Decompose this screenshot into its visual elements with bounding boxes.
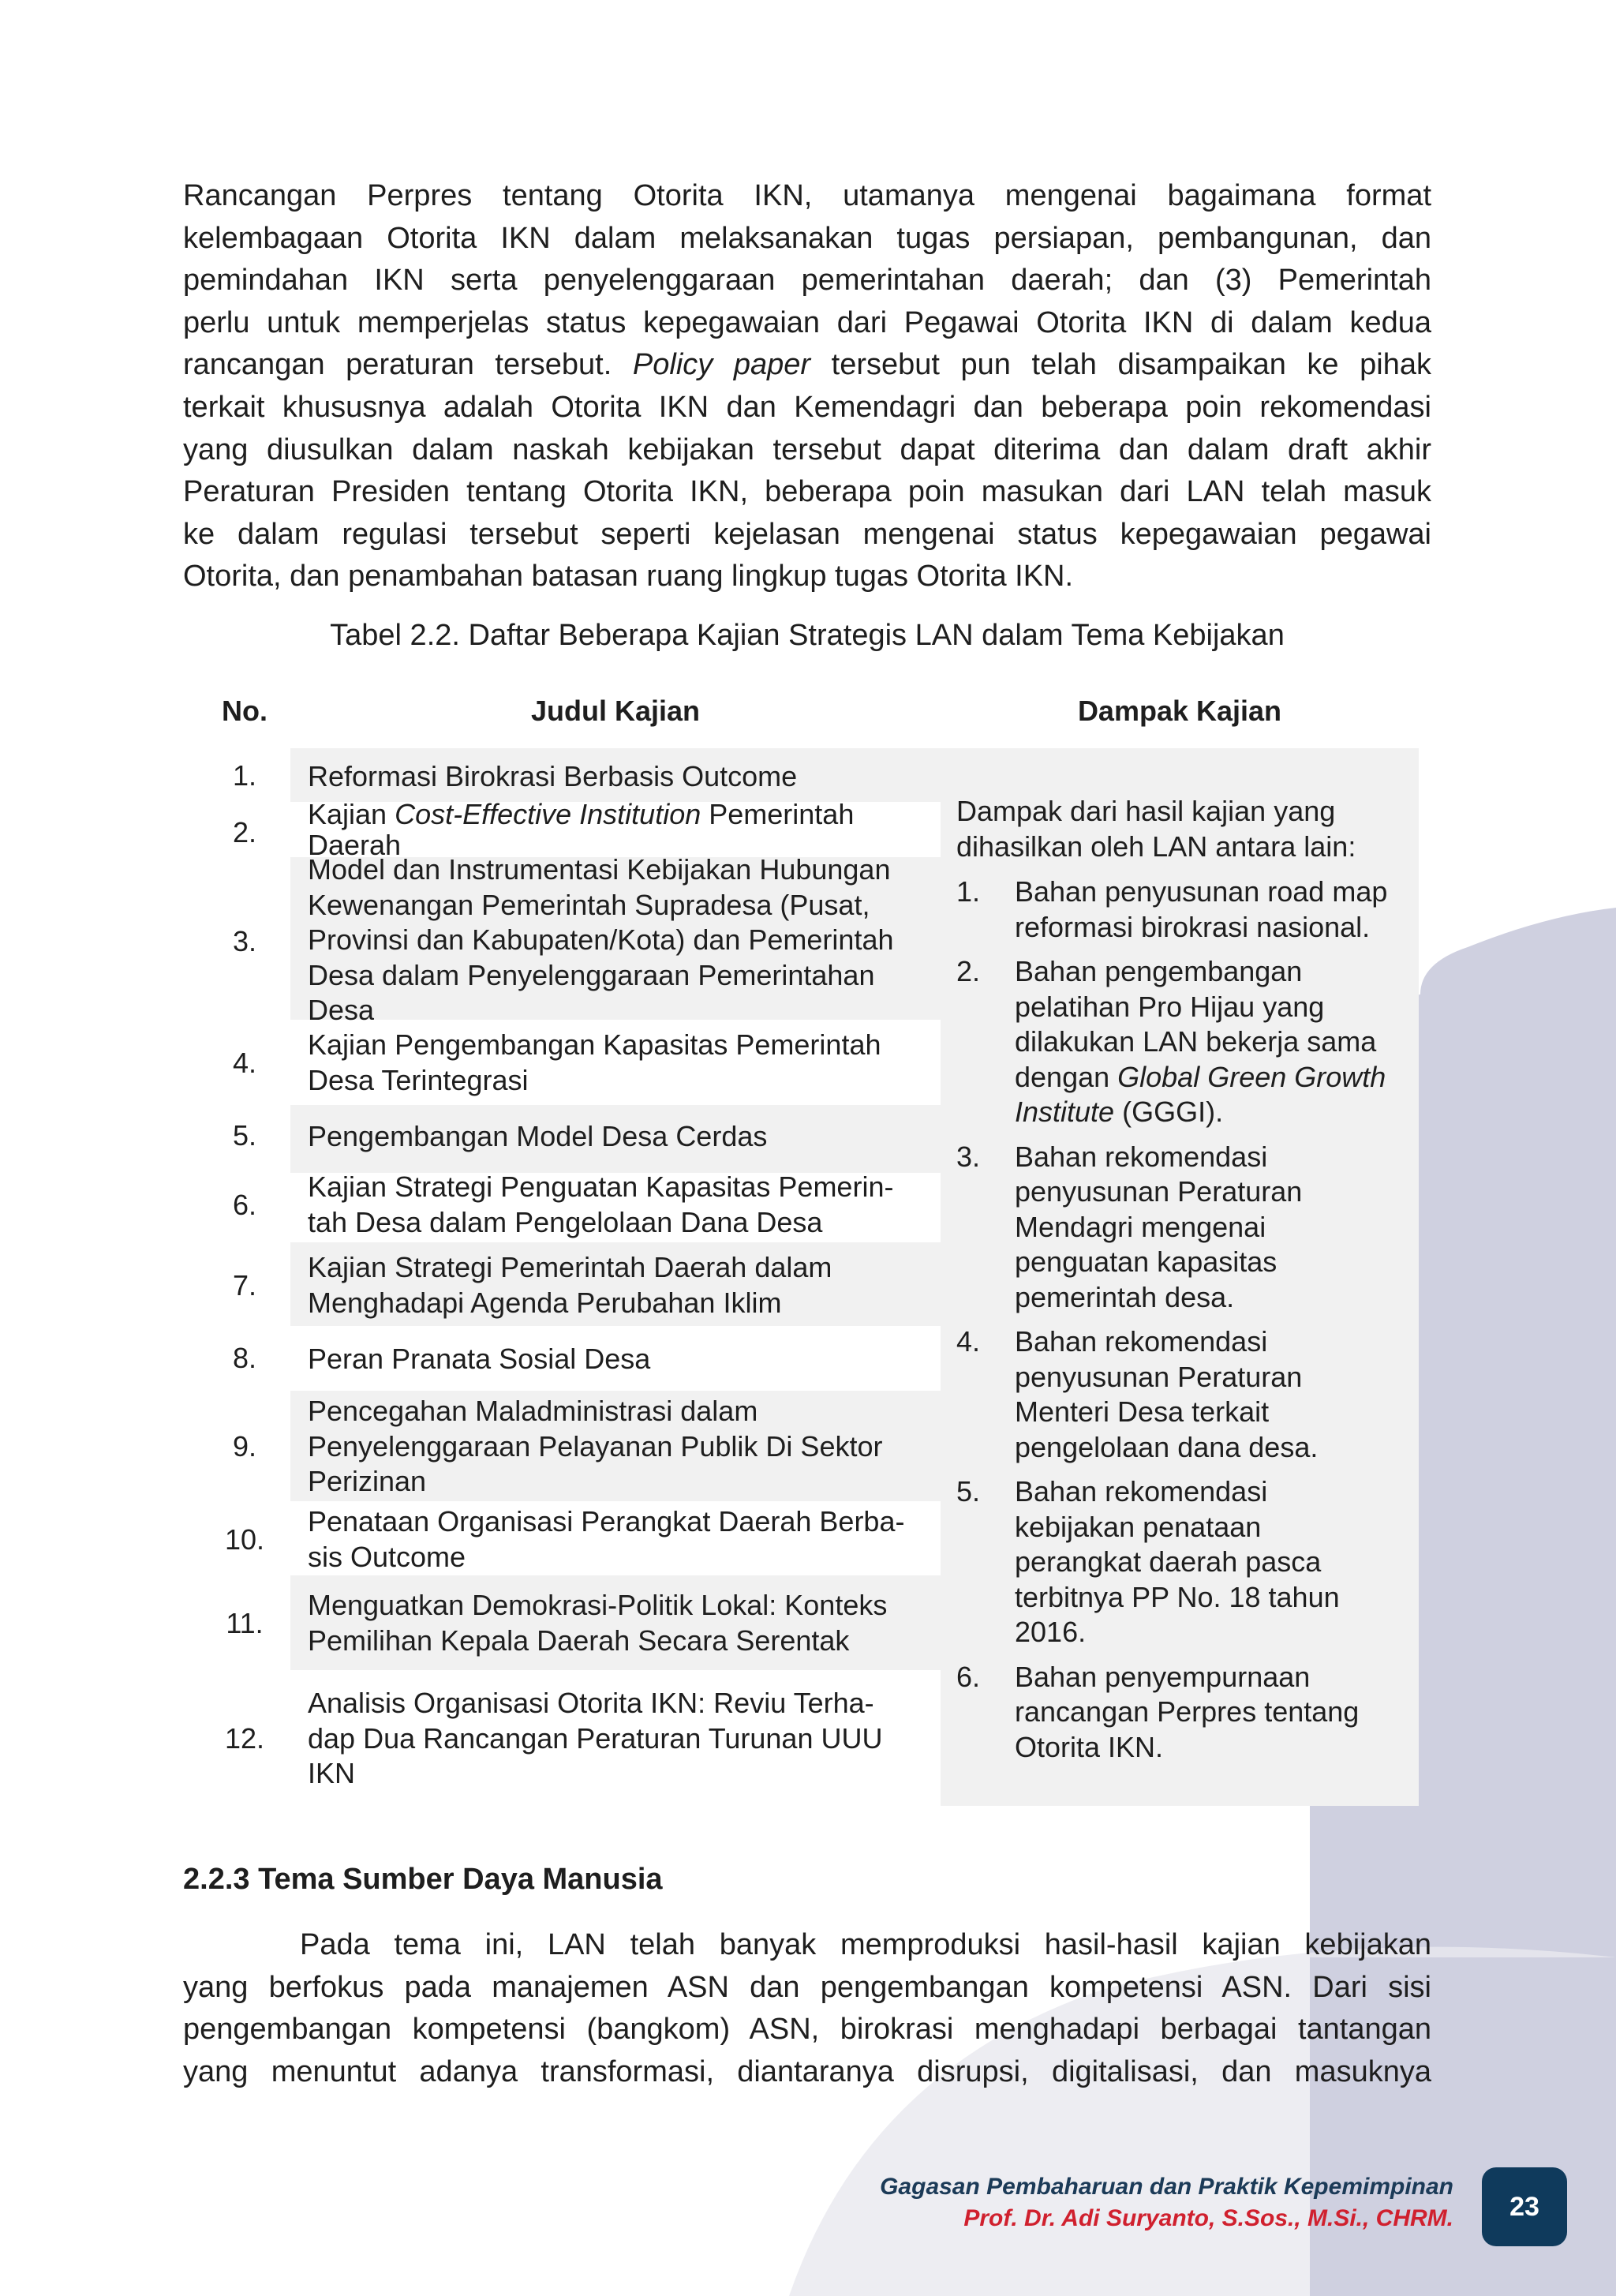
row-number: 2.	[232, 816, 257, 848]
text-segment: rancangan peraturan tersebut.	[183, 348, 633, 382]
text-line: terbitnya PP No. 18 tahun	[1015, 1580, 1340, 1613]
text-segment: (GGGI).	[1114, 1096, 1224, 1128]
text-line: IKN	[308, 1757, 356, 1789]
footer-author: Prof. Dr. Adi Suryanto, S.Sos., M.Si., CHRM.	[963, 2205, 1453, 2231]
text-segment: tersebut pun telah disampaikan ke pihak	[810, 348, 1431, 382]
text-line: dihasilkan oleh LAN antara lain:	[956, 830, 1356, 863]
text-line: yang berfokus pada manajemen ASN dan pengembangan kompetensi ASN. Dari sisi	[183, 1970, 1431, 2004]
text-line: Otorita, dan penambahan batasan ruang lingkup tugas Otorita IKN.	[183, 560, 1074, 594]
text-line: Mendagri mengenai	[1015, 1210, 1266, 1243]
text-line: Bahan pengembangan	[1015, 955, 1303, 987]
row-number: 1.	[232, 759, 257, 792]
impact-list	[956, 875, 1414, 1774]
row-title	[308, 1394, 931, 1500]
text-line: Model dan Instrumentasi Kebijakan Hubungan	[308, 853, 891, 886]
text-line: pengembangan kompetensi (bangkom) ASN, birokrasi menghadapi berbagai tantangan	[183, 2013, 1431, 2047]
text-line: perangkat daerah pasca	[1015, 1545, 1322, 1578]
row-number: 5.	[232, 1119, 257, 1152]
text-line: perlu untuk memperjelas status kepegawaian dari Pegawai Otorita IKN di dalam kedua	[183, 305, 1431, 339]
header-no: No.	[222, 695, 267, 727]
text-line: Menguatkan Demokrasi-Politik Lokal: Konteks	[308, 1589, 888, 1621]
text-line: kelembagaan Otorita IKN dalam melaksanakan tugas persiapan, pembangunan, dan	[183, 221, 1431, 255]
text-line	[1015, 1095, 1414, 1130]
row-number: 3.	[232, 925, 257, 957]
item-number: 3.	[956, 1140, 981, 1173]
text-line: 2016.	[1015, 1616, 1087, 1648]
row-title: Pengembangan Model Desa Cerdas	[308, 1120, 768, 1152]
text-line: Kajian Pengembangan Kapasitas Pemerintah	[308, 1028, 881, 1061]
list-item	[956, 1324, 1414, 1465]
text-line: yang menuntut adanya transformasi, diantaranya disrupsi, digitalisasi, dan masuknya	[183, 2054, 1431, 2088]
text-line	[1015, 1060, 1414, 1096]
text-line: Provinsi dan Kabupaten/Kota) dan Pemerintah	[308, 923, 894, 956]
row-title	[308, 852, 931, 1028]
italic-term: Cost-Effective Institution	[395, 798, 701, 830]
text-line: Penataan Organisasi Perangkat Daerah Berba-	[308, 1505, 905, 1538]
text-segment: dengan	[1015, 1060, 1118, 1093]
row-number: 6.	[232, 1189, 257, 1221]
intro-paragraph	[183, 175, 1431, 598]
row-title: Peran Pranata Sosial Desa	[308, 1343, 651, 1375]
section-heading: 2.2.3 Tema Sumber Daya Manusia	[183, 1863, 663, 1896]
text-line: Penyelenggaraan Pelayanan Publik Di Sektor	[308, 1429, 883, 1463]
text-line: Menteri Desa terkait	[1015, 1395, 1270, 1428]
italic-term: Policy paper	[632, 348, 811, 382]
page-number-badge: 23	[1482, 2167, 1567, 2246]
text-line: Pemilihan Kepala Daerah Secara Serentak	[308, 1624, 850, 1657]
header-impact: Dampak Kajian	[1077, 695, 1282, 727]
text-line: penyusunan Peraturan	[1015, 1175, 1303, 1208]
item-number: 1.	[956, 875, 981, 908]
item-number: 4.	[956, 1325, 981, 1358]
text-line: Bahan rekomendasi	[1015, 1325, 1268, 1358]
text-line: Otorita IKN.	[1015, 1730, 1164, 1763]
text-line: tah Desa dalam Pengelolaan Dana Desa	[308, 1205, 823, 1238]
item-number: 5.	[956, 1475, 981, 1508]
text-line: Desa dalam Penyelenggaraan Pemerintahan	[308, 958, 875, 991]
item-number: 2.	[956, 955, 981, 987]
list-item	[956, 1140, 1414, 1316]
text-line: Kajian Strategi Penguatan Kapasitas Pemerin-	[308, 1170, 894, 1203]
text-line: dilakukan LAN bekerja sama	[1015, 1025, 1377, 1058]
footer-book-title: Gagasan Pembaharuan dan Praktik Kepemimpinan	[880, 2174, 1453, 2200]
text-line: Bahan rekomendasi	[1015, 1140, 1268, 1173]
italic-term: Global Green Growth	[1117, 1060, 1386, 1093]
text-line	[183, 344, 1431, 387]
row-title	[308, 1028, 931, 1098]
text-line: pelatihan Pro Hijau yang	[1015, 990, 1325, 1023]
row-number: 12.	[224, 1722, 265, 1755]
row-number: 8.	[232, 1342, 257, 1374]
section-paragraph	[183, 1924, 1431, 2093]
text-line: kebijakan penataan	[1015, 1510, 1262, 1543]
text-line: Pada tema ini, LAN telah banyak memproduksi hasil-hasil kajian kebijakan	[300, 1928, 1431, 1961]
list-item	[956, 954, 1414, 1130]
text-line: ke dalam regulasi tersebut seperti kejelasan mengenai status kepegawaian pegawai	[183, 517, 1431, 551]
row-number: 7.	[232, 1269, 257, 1302]
text-line: Menghadapi Agenda Perubahan Iklim	[308, 1286, 782, 1319]
text-line: pemindahan IKN serta penyelenggaraan pemerintahan daerah; dan (3) Pemerintah	[183, 264, 1431, 298]
row-title	[308, 1504, 931, 1575]
list-item	[956, 875, 1414, 945]
text-line: pemerintah desa.	[1015, 1280, 1235, 1313]
row-title	[308, 1588, 931, 1658]
text-line: Bahan penyusunan road map	[1015, 875, 1388, 908]
text-line: Bahan rekomendasi	[1015, 1475, 1268, 1508]
text-line: Desa Terintegrasi	[308, 1063, 529, 1096]
row-number: 4.	[232, 1047, 257, 1079]
text-line: Dampak dari hasil kajian yang	[956, 795, 1336, 827]
text-line: Daerah	[308, 828, 402, 861]
italic-term: Institute	[1015, 1096, 1115, 1128]
text-segment: Kajian	[308, 798, 395, 830]
text-line: Rancangan Perpres tentang Otorita IKN, utamanya mengenai bagaimana format	[183, 179, 1431, 212]
row-number: 10.	[224, 1523, 265, 1556]
table-caption: Tabel 2.2. Daftar Beberapa Kajian Strategis LAN dalam Tema Kebijakan	[330, 619, 1285, 652]
impact-intro	[956, 794, 1406, 864]
text-line: Kewenangan Pemerintah Supradesa (Pusat,	[308, 888, 870, 921]
text-segment: Pemerintah	[701, 798, 855, 830]
text-line: Bahan penyempurnaan	[1015, 1660, 1311, 1693]
text-line: terkait khususnya adalah Otorita IKN dan Kemendagri dan beberapa poin rekomendasi	[183, 390, 1431, 424]
text-line: rancangan Perpres tentang	[1015, 1695, 1360, 1728]
list-item	[956, 1474, 1414, 1650]
row-title	[308, 1686, 931, 1792]
row-number: 11.	[226, 1607, 264, 1639]
row-number: 9.	[232, 1430, 257, 1463]
text-line: Desa	[308, 994, 375, 1026]
text-line: Pencegahan Maladministrasi dalam	[308, 1395, 758, 1427]
text-line: sis Outcome	[308, 1540, 466, 1573]
text-line: reformasi birokrasi nasional.	[1015, 910, 1371, 943]
row-title: Reformasi Birokrasi Berbasis Outcome	[308, 760, 798, 792]
text-line: Peraturan Presiden tentang Otorita IKN, beberapa poin masukan dari LAN telah masuk	[183, 475, 1431, 509]
text-line: dap Dua Rancangan Peraturan Turunan UUU	[308, 1721, 883, 1755]
row-title	[308, 1170, 931, 1240]
row-title	[308, 1250, 931, 1320]
text-line: Kajian Strategi Pemerintah Daerah dalam	[308, 1251, 832, 1283]
list-item	[956, 1660, 1414, 1766]
text-line: pengelolaan dana desa.	[1015, 1430, 1319, 1463]
text-line: penguatan kapasitas	[1015, 1245, 1277, 1278]
text-line: yang diusulkan dalam naskah kebijakan tersebut dapat diterima dan dalam draft akhir	[183, 433, 1431, 466]
item-number: 6.	[956, 1660, 981, 1693]
text-line: penyusunan Peraturan	[1015, 1360, 1303, 1393]
text-line: Analisis Organisasi Otorita IKN: Reviu Terha-	[308, 1687, 874, 1719]
text-line: Perizinan	[308, 1465, 427, 1497]
header-title: Judul Kajian	[530, 695, 701, 727]
